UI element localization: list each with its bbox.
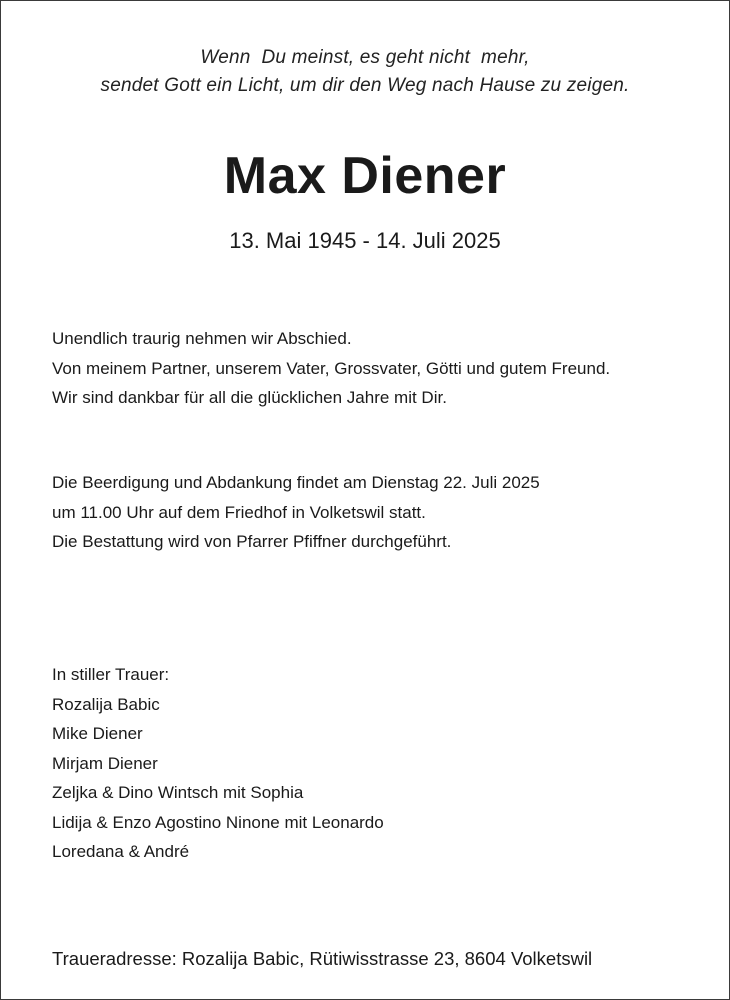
farewell-line: Von meinem Partner, unserem Vater, Grossvater, Götti und gutem Freund. bbox=[52, 358, 611, 378]
mourner-name: Lidija & Enzo Agostino Ninone mit Leonardo bbox=[52, 812, 384, 832]
farewell-line: Wir sind dankbar für all die glücklichen Jahre mit Dir. bbox=[52, 388, 447, 407]
mourner-name: Rozalija Babic bbox=[52, 694, 160, 714]
mourners-heading: In stiller Trauer: bbox=[52, 665, 170, 684]
quote-line: Wenn Du meinst, es geht nicht mehr, bbox=[200, 47, 530, 68]
funeral-line: Die Bestattung wird von Pfarrer Pfiffner durchgeführt. bbox=[52, 532, 452, 551]
mourners-list bbox=[52, 660, 712, 867]
life-dates: 13. Mai 1945 - 14. Juli 2025 bbox=[229, 228, 501, 253]
mourner-name: Loredana & André bbox=[52, 842, 190, 861]
deceased-name: Max Diener bbox=[223, 147, 507, 205]
mourner-name: Mirjam Diener bbox=[52, 753, 158, 773]
funeral-line: um 11.00 Uhr auf dem Friedhof in Volketswil statt. bbox=[52, 502, 426, 522]
funeral-paragraph bbox=[52, 468, 712, 557]
memorial-quote bbox=[0, 44, 730, 100]
mourning-address: Traueradresse: Rozalija Babic, Rütiwisstrasse 23, 8604 Volketswil bbox=[52, 948, 593, 969]
quote-line: sendet Gott ein Licht, um dir den Weg nach Hause zu zeigen. bbox=[100, 75, 630, 96]
mourner-name: Zeljka & Dino Wintsch mit Sophia bbox=[52, 783, 304, 802]
mourner-name: Mike Diener bbox=[52, 724, 143, 743]
farewell-paragraph bbox=[52, 324, 712, 413]
funeral-line: Die Beerdigung und Abdankung findet am Dienstag 22. Juli 2025 bbox=[52, 473, 540, 492]
farewell-line: Unendlich traurig nehmen wir Abschied. bbox=[52, 329, 352, 348]
